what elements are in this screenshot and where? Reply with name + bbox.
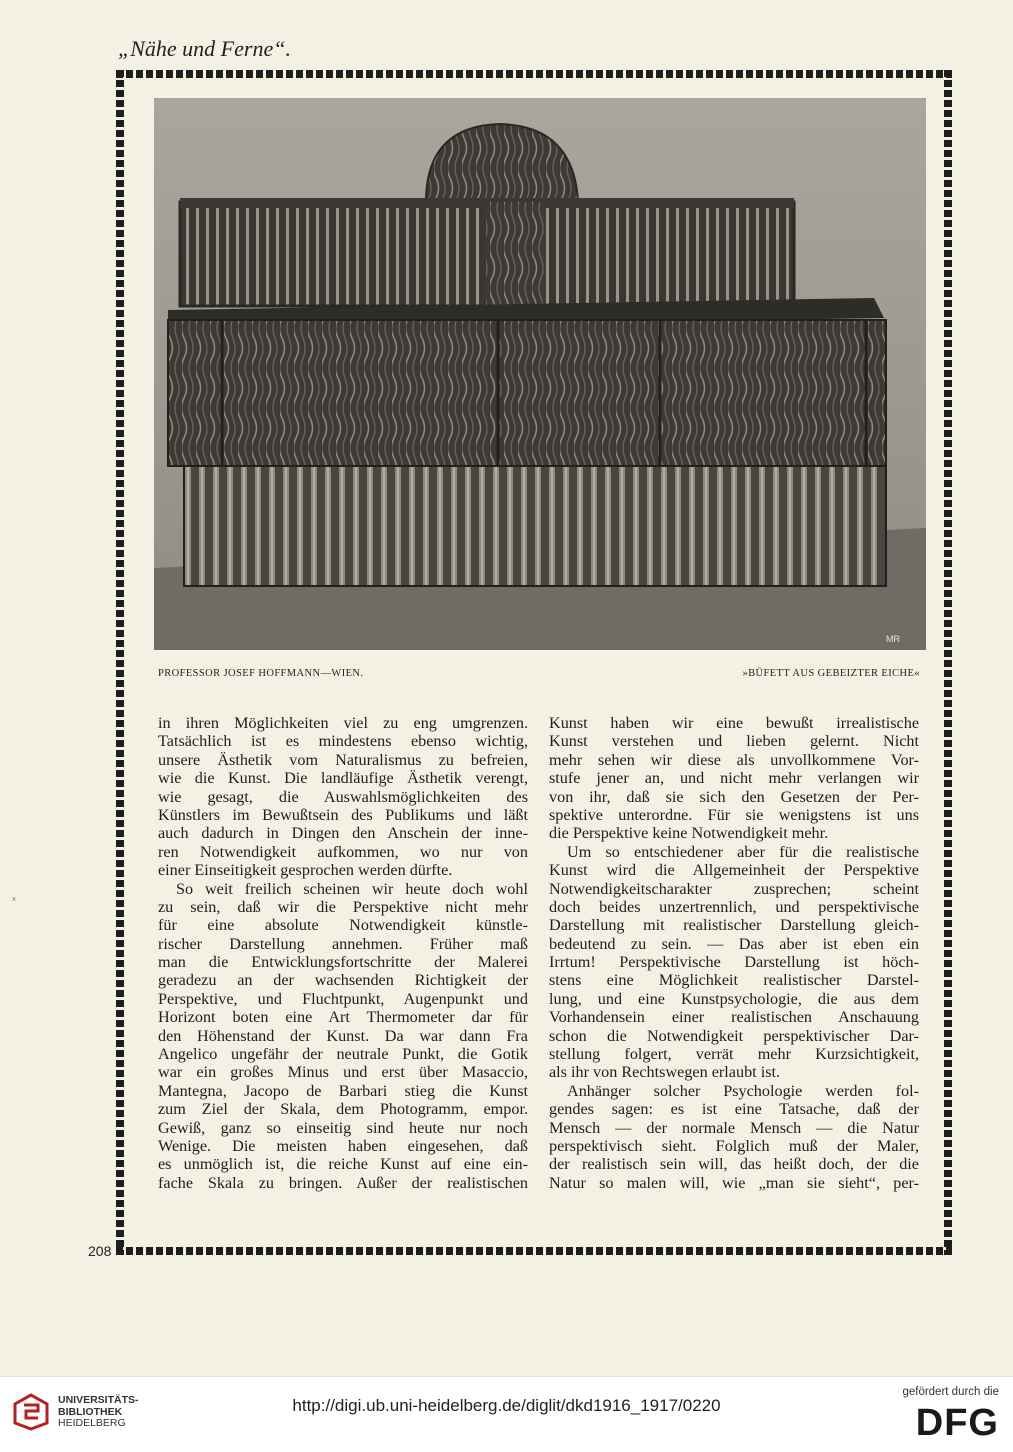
- text-line: schon die Notwendigkeit perspektivischer Dar-: [549, 1026, 919, 1045]
- text-line: in ihren Möglichkeiten viel zu eng umgrenzen.: [158, 714, 528, 732]
- text-line: einer Einseitigkeit gesprochen werden dürfte.: [158, 861, 453, 880]
- text-line: rischer Darstellung annehmen. Früher maß: [158, 934, 528, 953]
- text-line: von ihr, daß sie sich den Gesetzen der Per-: [549, 787, 919, 806]
- buffet-photograph: [154, 98, 926, 650]
- text-line: Kunst haben wir eine bewußt irrealistische: [549, 714, 919, 732]
- text-line: die Perspektive keine Notwendigkeit mehr.: [549, 824, 829, 843]
- text-line: wie gesagt, die Auswahlsmöglichkeiten des: [158, 787, 528, 806]
- dfg-logo[interactable]: DFG: [915, 1402, 999, 1444]
- text-line: bedeutend zu sein. — Das aber ist eben ein: [549, 934, 919, 953]
- caption-artist: PROFESSOR JOSEF HOFFMANN—WIEN.: [158, 668, 364, 679]
- margin-mark: ˣ: [12, 896, 17, 907]
- page-number: 208: [88, 1243, 112, 1259]
- text-line: der realistisch sein will, das heißt doch, der die: [549, 1155, 919, 1174]
- text-line: So weit freilich scheinen wir heute doch wohl: [176, 879, 528, 898]
- text-line: gendes sagen: es ist eine Tatsache, daß der: [549, 1100, 919, 1119]
- text-line: ren Notwendigkeit aufkommen, wo nur von: [158, 842, 528, 861]
- text-line: für eine absolute Notwendigkeit künstle-: [158, 916, 528, 935]
- text-line: Perspektive, und Fluchtpunkt, Augenpunkt und: [158, 989, 528, 1008]
- text-line: Vorhandensein einer realistischen Anschauung: [549, 1008, 919, 1027]
- text-line: geradezu an der wachsenden Richtigkeit der: [158, 971, 528, 990]
- text-line: unsere Ästhetik vom Naturalismus zu befreien,: [158, 750, 528, 769]
- text-line: Kunst verstehen und lieben gelernt. Nicht: [549, 732, 919, 751]
- text-line: Horizont boten eine Art Thermometer dar für: [158, 1008, 528, 1027]
- text-line: Wenige. Die meisten haben eingesehen, daß: [158, 1136, 528, 1155]
- running-title: „Nähe und Ferne“.: [118, 36, 291, 61]
- decorative-frame-left: [116, 70, 124, 1255]
- text-line: Kunst wird die Allgemeinheit der Perspektive: [549, 861, 919, 880]
- text-line: perspektivisch sieht. Folglich muß der Maler,: [549, 1136, 919, 1155]
- text-line: zu sein, daß wir die Perspektive nicht mehr: [158, 897, 528, 916]
- text-line: wie die Kunst. Die landläufige Ästhetik verengt,: [158, 769, 528, 788]
- text-line: Künstlers im Bewußtsein des Publikums und läßt: [158, 805, 528, 824]
- text-line: war ein großes Minus und erst über Masaccio,: [158, 1063, 528, 1082]
- text-line: man die Entwicklungsfortschritte der Malerei: [158, 953, 528, 972]
- text-line: spektive unterordne. Für sie wenigstens ist uns: [549, 805, 919, 824]
- decorative-frame-right: [944, 70, 952, 1255]
- funding-note: gefördert durch die: [902, 1386, 999, 1398]
- decorative-frame-bottom: [116, 1247, 952, 1255]
- institution-city: HEIDELBERG: [58, 1417, 126, 1429]
- text-column-left: [158, 714, 528, 1192]
- text-line: Tatsächlich ist es mindestens ebenso wichtig,: [158, 732, 528, 751]
- institution-line: BIBLIOTHEK: [58, 1405, 123, 1418]
- text-line: lung, und eine Kunstpsychologie, die aus dem: [549, 989, 919, 1008]
- text-line: als ihr von Rechtswegen erlaubt ist.: [549, 1063, 781, 1082]
- caption-title: »BÜFETT AUS GEBEIZTER EICHE«: [742, 668, 920, 679]
- text-line: Angelico ungefähr der neutrale Punkt, die Gotik: [158, 1045, 528, 1064]
- text-line: Anhänger solcher Psychologie werden fol-: [567, 1081, 919, 1100]
- text-line: Um so entschiedener aber für die realistische: [567, 842, 919, 861]
- institution-line: UNIVERSITÄTS-: [58, 1394, 139, 1406]
- text-line: Darstellung mit realistischer Darstellung gleich-: [549, 916, 919, 935]
- text-line: Gewiß, ganz so einseitig sind heute nur noch: [158, 1118, 528, 1137]
- text-line: zum Ziel der Skala, dem Photogramm, empor.: [158, 1100, 528, 1119]
- text-line: stufe jener an, und nicht mehr verlangen wir: [549, 769, 919, 788]
- text-line: Notwendigkeitscharakter zusprechen; scheint: [549, 879, 919, 898]
- text-line: auch dadurch in Dingen den Anschein der inne-: [158, 824, 528, 843]
- text-line: Mantegna, Jacopo de Barbari stieg die Kunst: [158, 1081, 528, 1100]
- text-line: doch beides unzertrennlich, und perspektivische: [549, 897, 919, 916]
- text-line: Mensch — der normale Mensch — die Natur: [549, 1118, 919, 1137]
- text-line: es unmöglich ist, die reiche Kunst auf eine ein-: [158, 1155, 528, 1174]
- text-line: stellung folgert, verrät mehr Kurzsichtigkeit,: [549, 1045, 919, 1064]
- text-line: fache Skala zu bringen. Außer der realistischen: [158, 1173, 528, 1192]
- permalink-url[interactable]: http://digi.ub.uni-heidelberg.de/diglit/dkd1916_1917/0220: [292, 1396, 721, 1415]
- text-line: stens eine Möglichkeit realistischer Darstel-: [549, 971, 919, 990]
- text-line: mehr sehen wir diese als unvollkommene Vor-: [549, 750, 919, 769]
- decorative-frame-top: [116, 70, 952, 78]
- text-line: Natur so malen will, wie „man sie sieht“, per-: [549, 1173, 919, 1192]
- buffet-illustration: [154, 98, 926, 650]
- photo-monogram: MR: [886, 634, 900, 644]
- text-column-right: [549, 714, 919, 1192]
- text-line: Irrtum! Perspektivische Darstellung ist höch-: [549, 953, 919, 972]
- text-line: den Höhenstand der Kunst. Da war dann Fra: [158, 1026, 528, 1045]
